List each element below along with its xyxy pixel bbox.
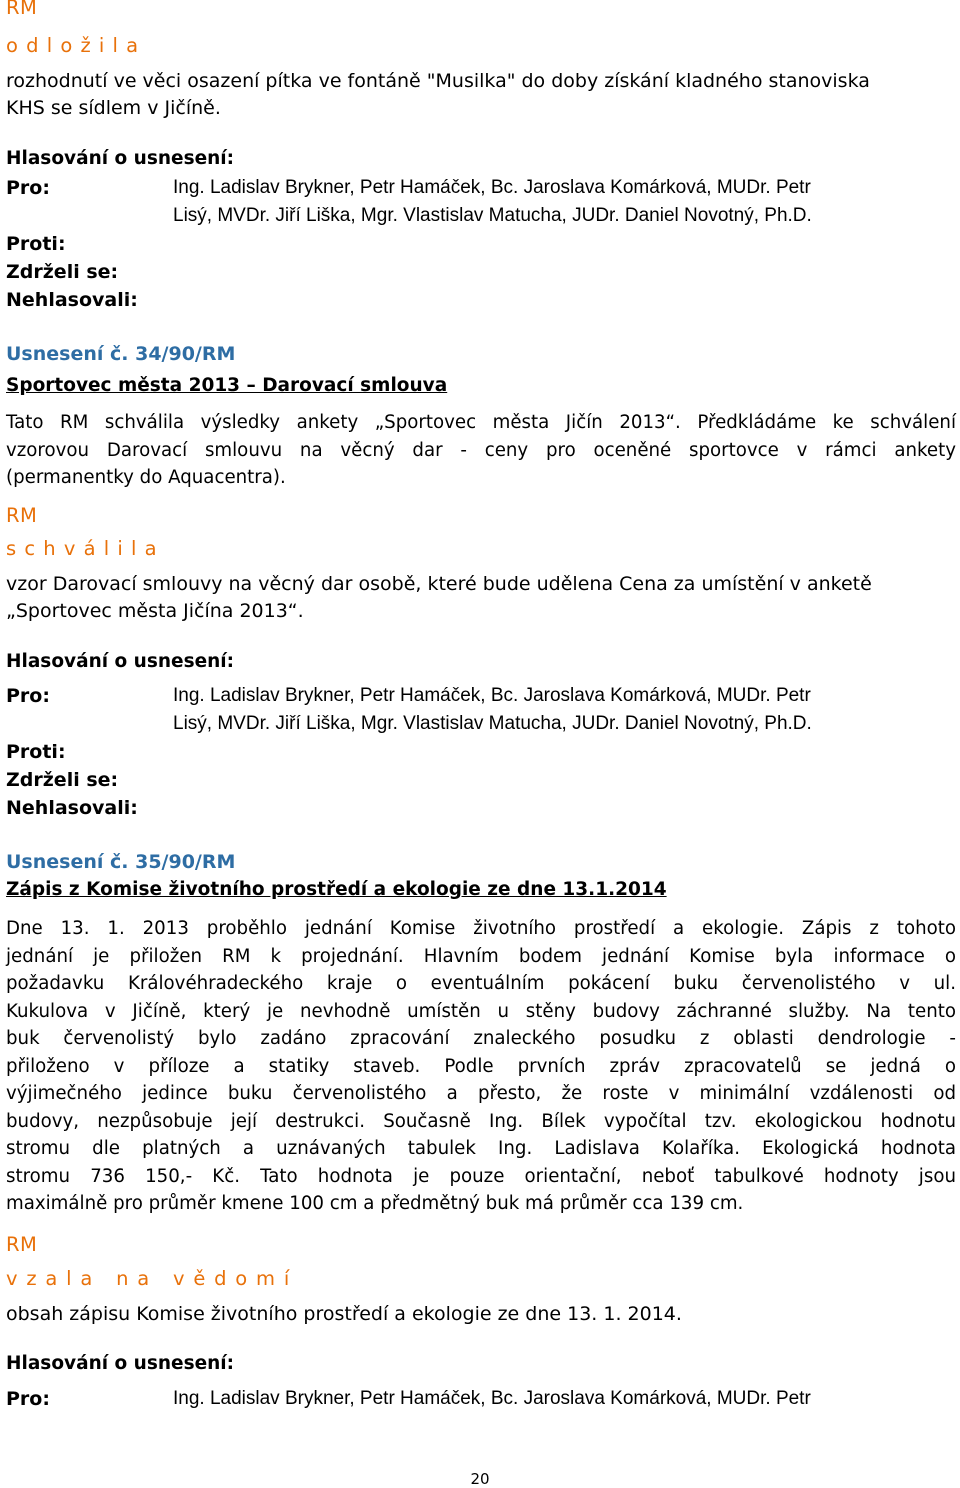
decision-text-line: rozhodnutí ve věci osazení pítka ve fontáně "Musilka" do doby získání kladného stanoviska — [6, 70, 870, 92]
rm-label: RM — [6, 0, 38, 19]
vote-heading: Hlasování o usnesení: — [6, 148, 235, 169]
body-line: přiloženo v příloze a statiky staveb. Podle prvních zpráv zpracovatelů se jedná o — [6, 1055, 956, 1077]
vote-pro-label: Pro: — [6, 1388, 50, 1410]
decision-vzala-na-vedomi: v z a l a n a v ě d o m í — [6, 1267, 291, 1290]
body-line: stromu 736 150,- Kč. Tato hodnota je pouze orientační, neboť tabulkové hodnoty jsou — [6, 1165, 956, 1187]
decision-text-line: vzor Darovací smlouvy na věcný dar osobě, které bude udělena Cena za umístění v anketě — [6, 573, 872, 595]
rm-label: RM — [6, 1233, 38, 1256]
resolution-title: Sportovec města 2013 – Darovací smlouva — [6, 375, 448, 396]
vote-heading: Hlasování o usnesení: — [6, 1353, 235, 1374]
resolution-title: Zápis z Komise životního prostředí a ekologie ze dne 13.1.2014 — [6, 879, 667, 900]
body-line: požadavku Královéhradeckého kraje o eventuálním pokácení buku červenolistého v ul. — [6, 973, 956, 994]
vote-nehlasovali-label: Nehlasovali: — [6, 289, 138, 311]
decision-text-line: „Sportovec města Jičína 2013“. — [6, 600, 304, 622]
resolution-number: Usnesení č. 34/90/RM — [6, 343, 236, 365]
body-line: maximálně pro průměr kmene 100 cm a předmětný buk má průměr cca 139 cm. — [6, 1193, 744, 1214]
vote-block — [6, 682, 956, 822]
vote-pro-names: Lisý, MVDr. Jiří Liška, Mgr. Vlastislav Matucha, JUDr. Daniel Novotný, Ph.D. — [173, 713, 812, 734]
body-line: výjimečného jedince buku červenolistého a přesto, že roste v minimální vzdálenosti od — [6, 1083, 956, 1104]
vote-heading: Hlasování o usnesení: — [6, 651, 235, 672]
resolution-number: Usnesení č. 35/90/RM — [6, 851, 236, 873]
vote-zdrzeli-label: Zdrželi se: — [6, 261, 119, 283]
vote-proti-label: Proti: — [6, 741, 66, 763]
vote-nehlasovali-label: Nehlasovali: — [6, 797, 138, 819]
vote-pro-names: Ing. Ladislav Brykner, Petr Hamáček, Bc. Jaroslava Komárková, MUDr. Petr — [173, 1388, 811, 1409]
body-line: (permanentky do Aquacentra). — [6, 467, 286, 488]
body-line: Tato RM schválila výsledky ankety „Sportovec města Jičín 2013“. Předkládáme ke schválení — [6, 412, 956, 433]
decision-text-line: obsah zápisu Komise životního prostředí a ekologie ze dne 13. 1. 2014. — [6, 1303, 682, 1325]
body-line: vzorovou Darovací smlouvu na věcný dar - ceny pro oceněné sportovce v rámci ankety — [6, 439, 956, 461]
body-line: Kukulova v Jičíně, který je nevhodně umístěn u stěny budovy záchranné služby. Na tento — [6, 1000, 956, 1022]
resolution-body — [6, 409, 956, 492]
body-line: stromu dle platných a uznávaných tabulek Ing. Ladislava Kolaříka. Ekologická hodnota — [6, 1138, 956, 1159]
rm-label: RM — [6, 504, 38, 527]
vote-zdrzeli-label: Zdrželi se: — [6, 769, 119, 791]
body-line: buk červenolistý bylo zadáno zpracování znaleckého posudku z oblasti dendrologie - — [6, 1028, 956, 1049]
vote-pro-label: Pro: — [6, 685, 50, 707]
page-number: 20 — [470, 1470, 490, 1488]
resolution-body — [6, 915, 956, 1218]
body-line: Dne 13. 1. 2013 proběhlo jednání Komise životního prostředí a ekologie. Zápis z tohoto — [6, 918, 956, 939]
decision-odlozila: o d l o ž i l a — [6, 34, 140, 57]
vote-proti-label: Proti: — [6, 233, 66, 255]
body-line: budovy, nezpůsobuje její destrukci. Současně Ing. Bílek vypočítal tzv. ekologickou hodnotu — [6, 1110, 956, 1132]
vote-pro-label: Pro: — [6, 177, 50, 199]
vote-pro-names: Lisý, MVDr. Jiří Liška, Mgr. Vlastislav Matucha, JUDr. Daniel Novotný, Ph.D. — [173, 205, 812, 226]
body-line: jednání je přiložen RM k projednání. Hlavním bodem jednání Komise byla informace o — [6, 945, 956, 967]
vote-block — [6, 1385, 956, 1413]
vote-block — [6, 174, 956, 314]
decision-text-line: KHS se sídlem v Jičíně. — [6, 97, 221, 119]
vote-pro-names: Ing. Ladislav Brykner, Petr Hamáček, Bc. Jaroslava Komárková, MUDr. Petr — [173, 177, 811, 198]
vote-pro-names: Ing. Ladislav Brykner, Petr Hamáček, Bc. Jaroslava Komárková, MUDr. Petr — [173, 685, 811, 706]
decision-schvalila: s c h v á l i l a — [6, 537, 158, 560]
